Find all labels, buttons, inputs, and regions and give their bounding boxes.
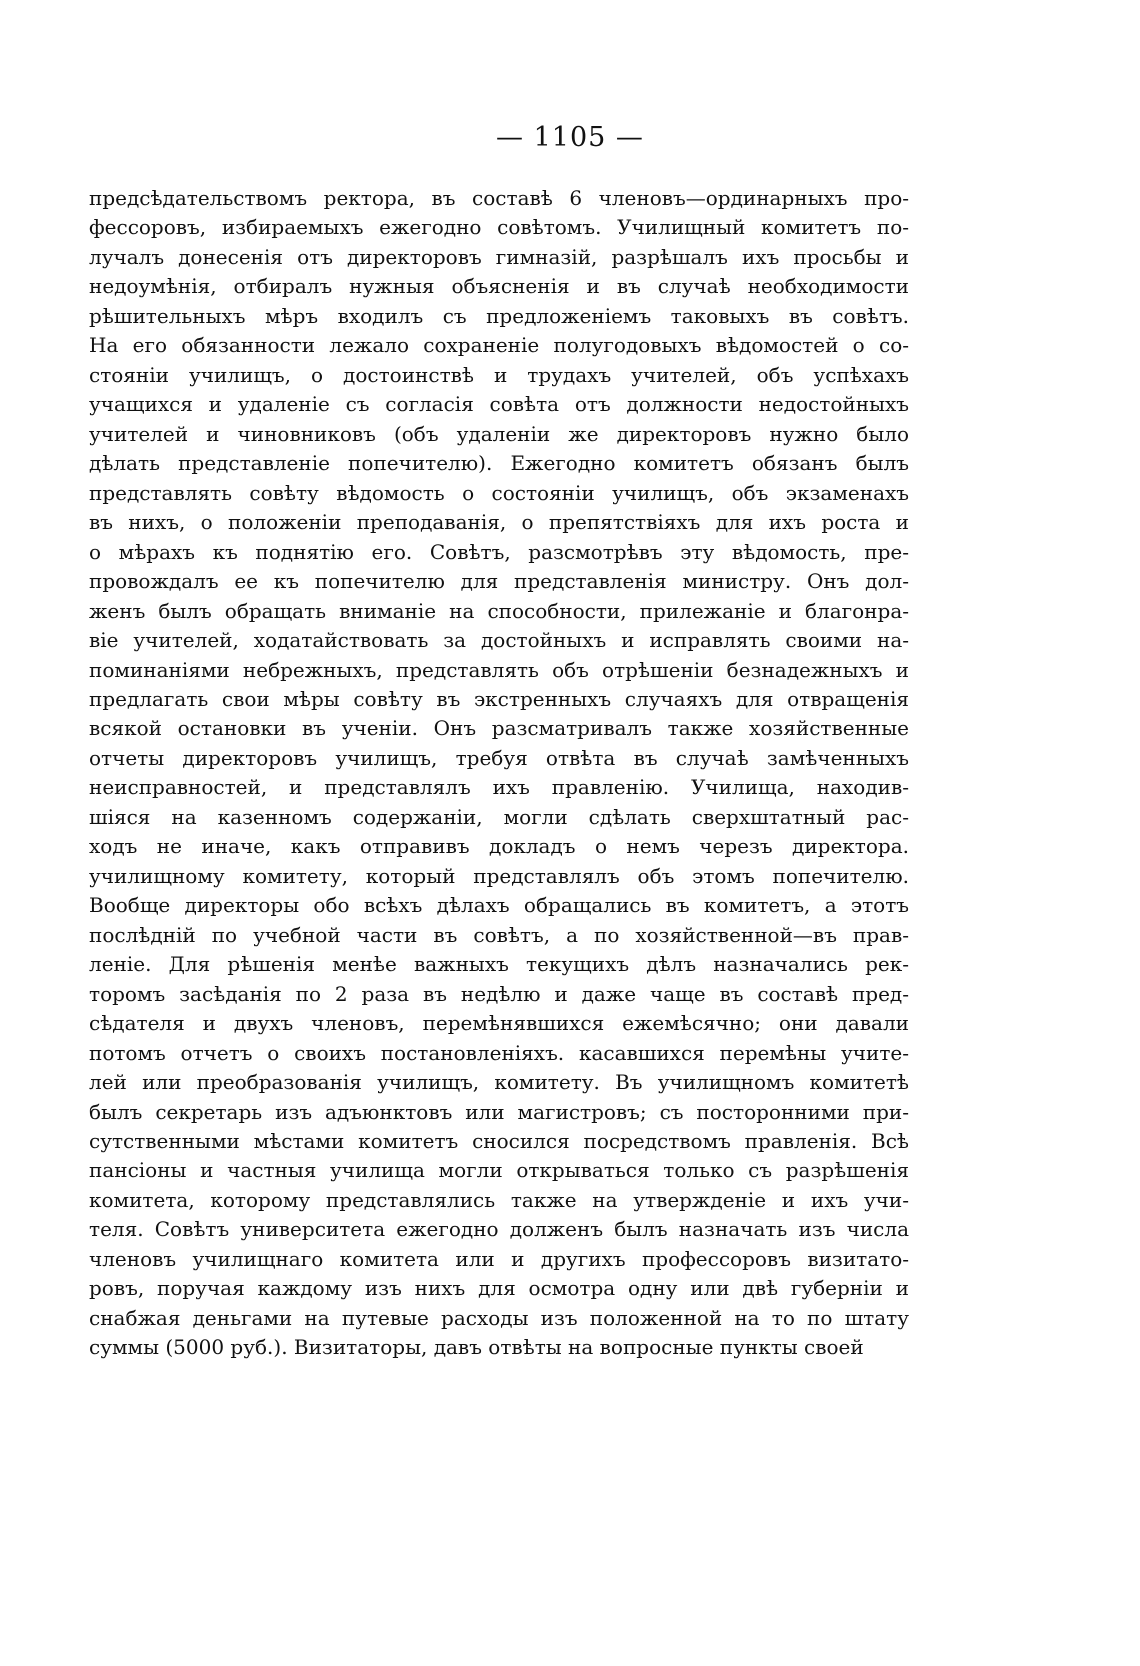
text-line: представлять совѣту вѣдомость о состояніи училищъ, объ экзаменахъ	[89, 480, 909, 505]
text-line: ровъ, поручая каждому изъ нихъ для осмотра одну или двѣ губерніи и	[89, 1276, 909, 1301]
text-line: недоумѣнія, отбиралъ нужныя объясненія и въ случаѣ необходимости	[89, 274, 909, 299]
text-line: фессоровъ, избираемыхъ ежегодно совѣтомъ. Училищный комитетъ по-	[89, 215, 909, 240]
text-line: ходъ не иначе, какъ отправивъ докладъ о немъ черезъ директора.	[89, 834, 909, 859]
text-line: лей или преобразованія училищъ, комитету. Въ училищномъ комитетѣ	[89, 1070, 909, 1095]
text-line: предсѣдательствомъ ректора, въ составѣ 6 членовъ—ординарныхъ про-	[89, 186, 909, 210]
text-line: рѣшительныхъ мѣръ входилъ съ предложеніемъ таковыхъ въ совѣтъ.	[89, 303, 909, 328]
text-line: торомъ засѣданія по 2 раза въ недѣлю и даже чаще въ составѣ пред-	[89, 981, 909, 1006]
text-line: о мѣрахъ къ поднятію его. Совѣтъ, разсмотрѣвъ эту вѣдомость, пре-	[89, 539, 909, 564]
text-line: поминаніями небрежныхъ, представлять объ отрѣшеніи безнадежныхъ и	[89, 657, 909, 682]
text-line: женъ былъ обращать вниманіе на способности, прилежаніе и благонра-	[89, 598, 909, 623]
text-line: потомъ отчетъ о своихъ постановленіяхъ. касавшихся перемѣны учите-	[89, 1040, 909, 1065]
text-line: отчеты директоровъ училищъ, требуя отвѣта въ случаѣ замѣченныхъ	[89, 745, 909, 770]
text-line: предлагать свои мѣры совѣту въ экстренныхъ случаяхъ для отвращенія	[89, 686, 909, 711]
text-line: провождалъ ее къ попечителю для представленія министру. Онъ дол-	[89, 569, 909, 594]
text-line: стояніи училищъ, о достоинствѣ и трудахъ учителей, объ успѣхахъ	[89, 362, 909, 387]
text-line: дѣлать представленіе попечителю). Ежегодно комитетъ обязанъ былъ	[89, 451, 909, 476]
text-line: сутственными мѣстами комитетъ сносился посредствомъ правленія. Всѣ	[89, 1129, 909, 1153]
text-line: На его обязанности лежало сохраненіе полугодовыхъ вѣдомостей о со-	[89, 333, 909, 358]
text-line: учащихся и удаленіе съ согласія совѣта отъ должности недостойныхъ	[89, 392, 909, 417]
text-line: шіяся на казенномъ содержаніи, могли сдѣлать сверхштатный рас-	[89, 804, 909, 829]
text-line: въ нихъ, о положеніи преподаванія, о препятствіяхъ для ихъ роста и	[89, 510, 909, 535]
text-line: неисправностей, и представлялъ ихъ правленію. Училища, находив-	[89, 775, 909, 800]
text-line: суммы (5000 руб.). Визитаторы, давъ отвѣты на вопросные пункты своей	[89, 1335, 864, 1360]
text-line: пансіоны и частныя училища могли открываться только съ разрѣшенія	[89, 1158, 909, 1183]
text-line: Вообще директоры обо всѣхъ дѣлахъ обращались въ комитетъ, а этотъ	[89, 893, 909, 918]
text-line: былъ секретарь изъ адъюнктовъ или магистровъ; съ посторонними при-	[89, 1099, 909, 1124]
text-line: всякой остановки въ ученіи. Онъ разсматривалъ также хозяйственные	[89, 716, 909, 741]
text-line: віе учителей, ходатайствовать за достойныхъ и исправлять своими на-	[89, 628, 909, 653]
text-line: снабжая деньгами на путевые расходы изъ положенной на то по штату	[89, 1305, 909, 1330]
text-line: леніе. Для рѣшенія менѣе важныхъ текущихъ дѣлъ назначались рек-	[89, 952, 909, 977]
text-line: теля. Совѣтъ университета ежегодно долженъ былъ назначать изъ числа	[89, 1217, 909, 1242]
text-line: сѣдателя и двухъ членовъ, перемѣнявшихся ежемѣсячно; они давали	[89, 1011, 909, 1036]
text-line: членовъ училищнаго комитета или и другихъ профессоровъ визитато-	[89, 1246, 909, 1271]
page-number: — 1105 —	[496, 122, 644, 153]
text-line: учителей и чиновниковъ (объ удаленіи же директоровъ нужно было	[89, 421, 909, 446]
text-line: комитета, которому представлялись также на утвержденіе и ихъ учи-	[89, 1187, 909, 1212]
text-line: училищному комитету, который представлялъ объ этомъ попечителю.	[89, 863, 909, 888]
text-line: лучалъ донесенія отъ директоровъ гимназій, разрѣшалъ ихъ просьбы и	[89, 244, 909, 269]
body-text	[89, 184, 909, 1363]
text-line: послѣдній по учебной части въ совѣтъ, а по хозяйственной—въ прав-	[89, 922, 909, 947]
